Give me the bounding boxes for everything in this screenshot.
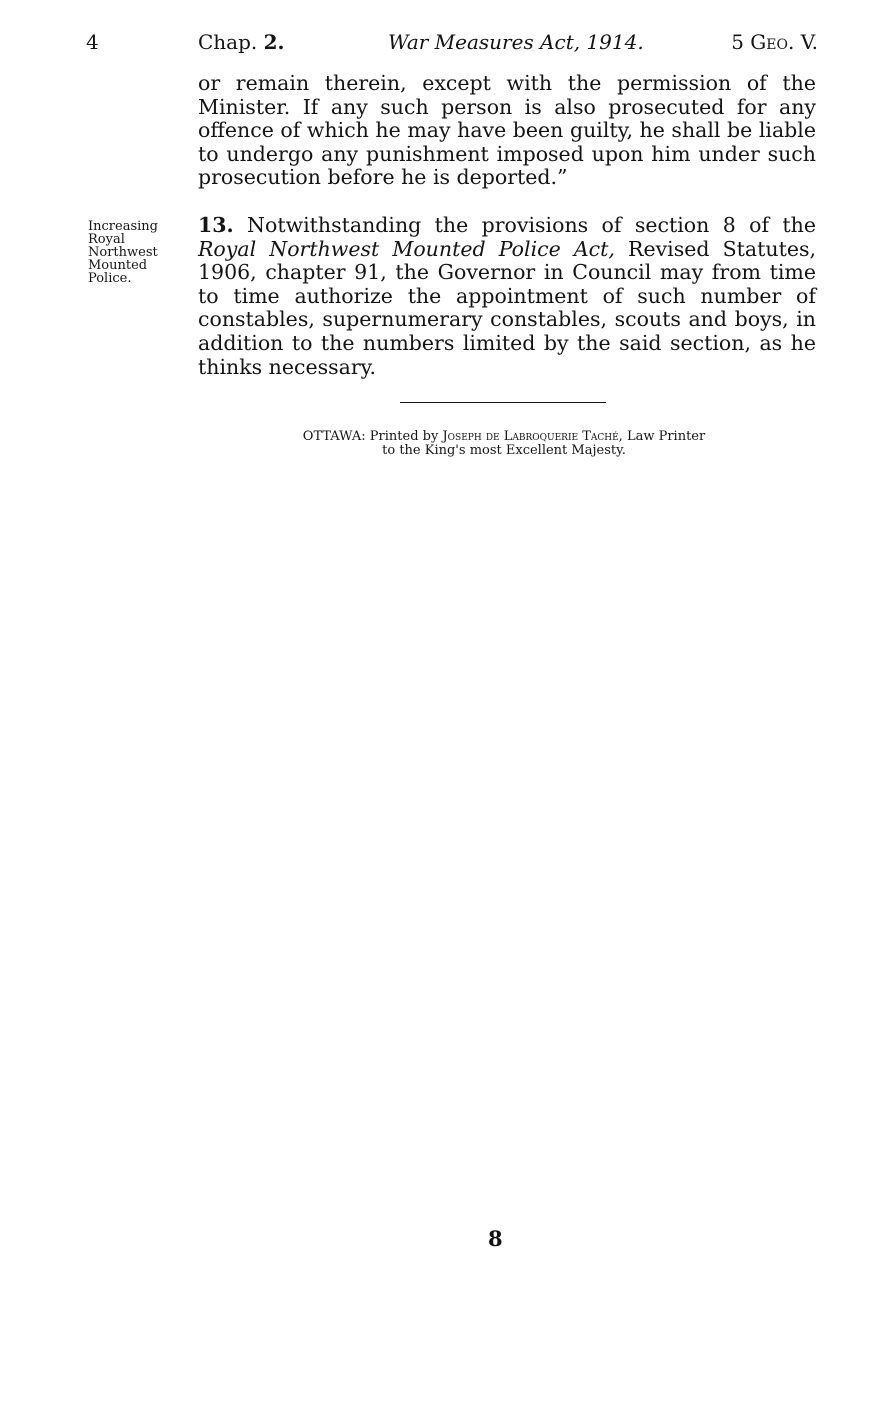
continued-paragraph: or remain therein, except with the permission of the Minister. If any such person is also prosecuted for any offence of which he may have been guilty, he shall be liable to undergo any punishment imposed upon him under such prosecution before he is deported.” (198, 71, 816, 190)
section-13-paragraph (198, 214, 816, 379)
chapter-label: Chap. (198, 30, 258, 54)
marginal-note (88, 220, 188, 285)
regnal-year: 5 Geo. V. (731, 30, 818, 54)
chapter-number: 2. (263, 30, 285, 54)
act-name-italic: Royal Northwest Mounted Police Act, (198, 236, 615, 261)
marginal-note-line: Royal (88, 232, 125, 247)
imprint-prefix: OTTAWA: Printed by (302, 429, 443, 444)
imprint-line-2: to the King's most Excellent Majesty. (382, 443, 626, 458)
marginal-note-line: Mounted (88, 258, 148, 273)
chapter-reference (198, 30, 285, 54)
marginal-note-line: Police. (88, 271, 132, 286)
marginal-note-line: Northwest (88, 245, 158, 260)
page-number: 4 (86, 30, 99, 54)
section-number: 13. (198, 213, 234, 237)
printer-imprint (228, 430, 780, 458)
imprint-suffix: Law Printer (622, 429, 706, 444)
act-title: War Measures Act, 1914. (388, 30, 644, 54)
running-header (86, 30, 818, 58)
imprint-line-1 (228, 430, 780, 444)
section-text-part: Revised Statutes, 1906, chapter 91, the Governor in Council may from time to time authorize the appointment of such number of constables, supernumerary constables, scouts and boys, in addition to the numbers limited by the said section, as he thinks necessary. (198, 236, 816, 379)
divider-rule (400, 402, 606, 403)
folio-number: 8 (488, 1226, 503, 1251)
marginal-note-line: Increasing (88, 219, 158, 234)
printer-name: Joseph de Labroquerie Taché, (442, 429, 623, 444)
section-text-part: Notwithstanding the provisions of section 8 of the (233, 213, 816, 237)
